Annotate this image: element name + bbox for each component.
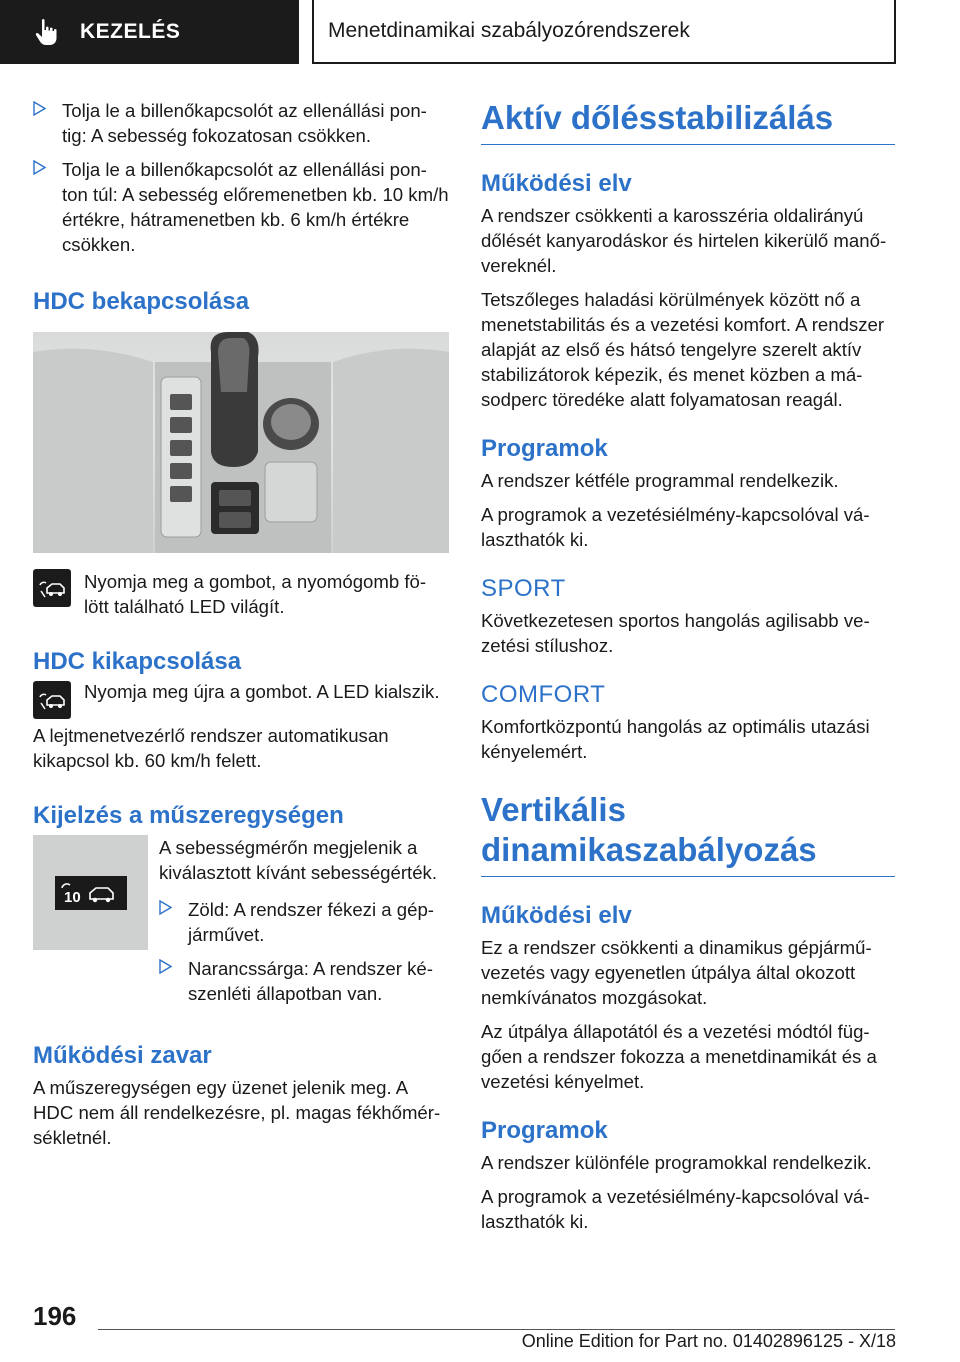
hdc-button-icon — [33, 569, 71, 607]
page-number: 196 — [33, 1301, 77, 1331]
function-heading: Működési elv — [481, 170, 632, 197]
speed-value: 10 — [63, 888, 81, 906]
section-tab — [0, 0, 299, 64]
sport-heading: SPORT — [481, 575, 566, 602]
vertical-dynamics-title: Vertikális dinamikaszabályozás — [481, 790, 895, 877]
chapter-title: Menetdinamikai szabályozórendszerek — [312, 0, 896, 64]
center-console-photo — [33, 332, 449, 553]
speed-display — [55, 876, 127, 910]
triangle-bullet-icon — [159, 900, 172, 915]
hdc-off-text-2: A lejtmenetvezérlő rendszer automatikusan kikapcsol kb. 60 km/h felett. — [33, 725, 389, 771]
hand-pointer-icon — [34, 18, 60, 46]
hdc-on-heading: HDC bekapcsolása — [33, 288, 250, 315]
triangle-bullet-icon — [159, 959, 172, 974]
comfort-text: Komfortközpontú hangolás az optimális utazási kényelemért. — [481, 716, 870, 762]
hdc-on-row — [33, 569, 449, 619]
programs-paragraph: A programok a vezetésiélmény-kapcsolóval vá-laszthatók ki. — [481, 504, 870, 550]
hdc-on-text: Nyomja meg a gombot, a nyomógomb fö-lött található LED világít. — [84, 571, 427, 617]
function-paragraph: Ez a rendszer csökkenti a dinamikus gépjármű-vezetés vagy egyenetlen útpálya által okozott nemkívánatos mozgásokat. — [481, 937, 872, 1008]
hdc-button-icon — [33, 681, 71, 719]
triangle-bullet-icon — [33, 160, 46, 175]
edition-text: Online Edition for Part no. 01402896125 - X/18 — [521, 1331, 896, 1351]
triangle-bullet-icon — [33, 101, 46, 116]
right-column — [481, 98, 895, 1243]
list-item: Tolja le a billenőkapcsolót az ellenállási pon-tig: A sebesség fokozatosan csökken. — [33, 98, 449, 148]
function-paragraph: A rendszer csökkenti a karosszéria oldalirányú dőlését kanyarodáskor és hirtelen kikerülő manő-vereknél. — [481, 205, 887, 276]
programs-paragraph: A programok a vezetésiélmény-kapcsolóval vá-laszthatók ki. — [481, 1186, 870, 1232]
programs-paragraph: A rendszer kétféle programmal rendelkezik. — [481, 470, 839, 491]
display-section — [33, 835, 449, 1015]
list-item: Narancssárga: A rendszer ké-szenléti állapotban van. — [159, 956, 449, 1006]
function-paragraph: Az útpálya állapotától és a vezetési módtól füg-gően a rendszer fokozza a menetdinamikát és a vezetési kényelmet. — [481, 1021, 877, 1092]
active-roll-title: Aktív dőlésstabilizálás — [481, 98, 895, 145]
display-heading: Kijelzés a műszeregységen — [33, 802, 344, 829]
hdc-off-heading: HDC kikapcsolása — [33, 648, 242, 675]
left-column — [33, 98, 449, 1159]
hdc-off-row — [33, 681, 449, 719]
page-footer — [0, 1295, 960, 1362]
hdc-off-text: Nyomja meg újra a gombot. A LED kialszik. — [84, 681, 440, 702]
list-item: Tolja le a billenőkapcsolót az ellenállási pon-ton túl: A sebesség előremenetben kb. 10 km/h értékre, hátramenetben kb. 6 km/h értékre csökken. — [33, 157, 449, 257]
display-text: A sebességmérőn megjelenik a kiválasztott kívánt sebességérték. — [159, 837, 438, 883]
programs-heading: Programok — [481, 435, 608, 462]
fault-text: A műszeregységen egy üzenet jelenik meg. A HDC nem áll rendelkezésre, pl. magas fékhőmér-sékletnél. — [33, 1077, 441, 1148]
fault-heading: Működési zavar — [33, 1042, 212, 1069]
list-item: Zöld: A rendszer fékezi a gép-járművet. — [159, 897, 449, 947]
section-label: KEZELÉS — [80, 20, 181, 43]
footer-divider — [98, 1329, 895, 1330]
comfort-heading: COMFORT — [481, 681, 606, 708]
sport-text: Következetesen sportos hangolás agilisabb ve-zetési stílushoz. — [481, 610, 870, 656]
function-heading-2: Működési elv — [481, 902, 632, 929]
page-header — [0, 0, 960, 66]
programs-heading-2: Programok — [481, 1117, 608, 1144]
function-paragraph: Tetszőleges haladási körülmények között nő a menetstabilitás és a vezetési komfort. A rendszer alapját az első és hátsó tengelyre szerelt aktív stabilizátorok képezik, és menet közben a má-sodperc töredéke alatt folyamatosan reagál. — [481, 289, 885, 410]
instrument-display-image — [33, 835, 148, 950]
programs-paragraph: A rendszer különféle programokkal rendelkezik. — [481, 1152, 872, 1173]
